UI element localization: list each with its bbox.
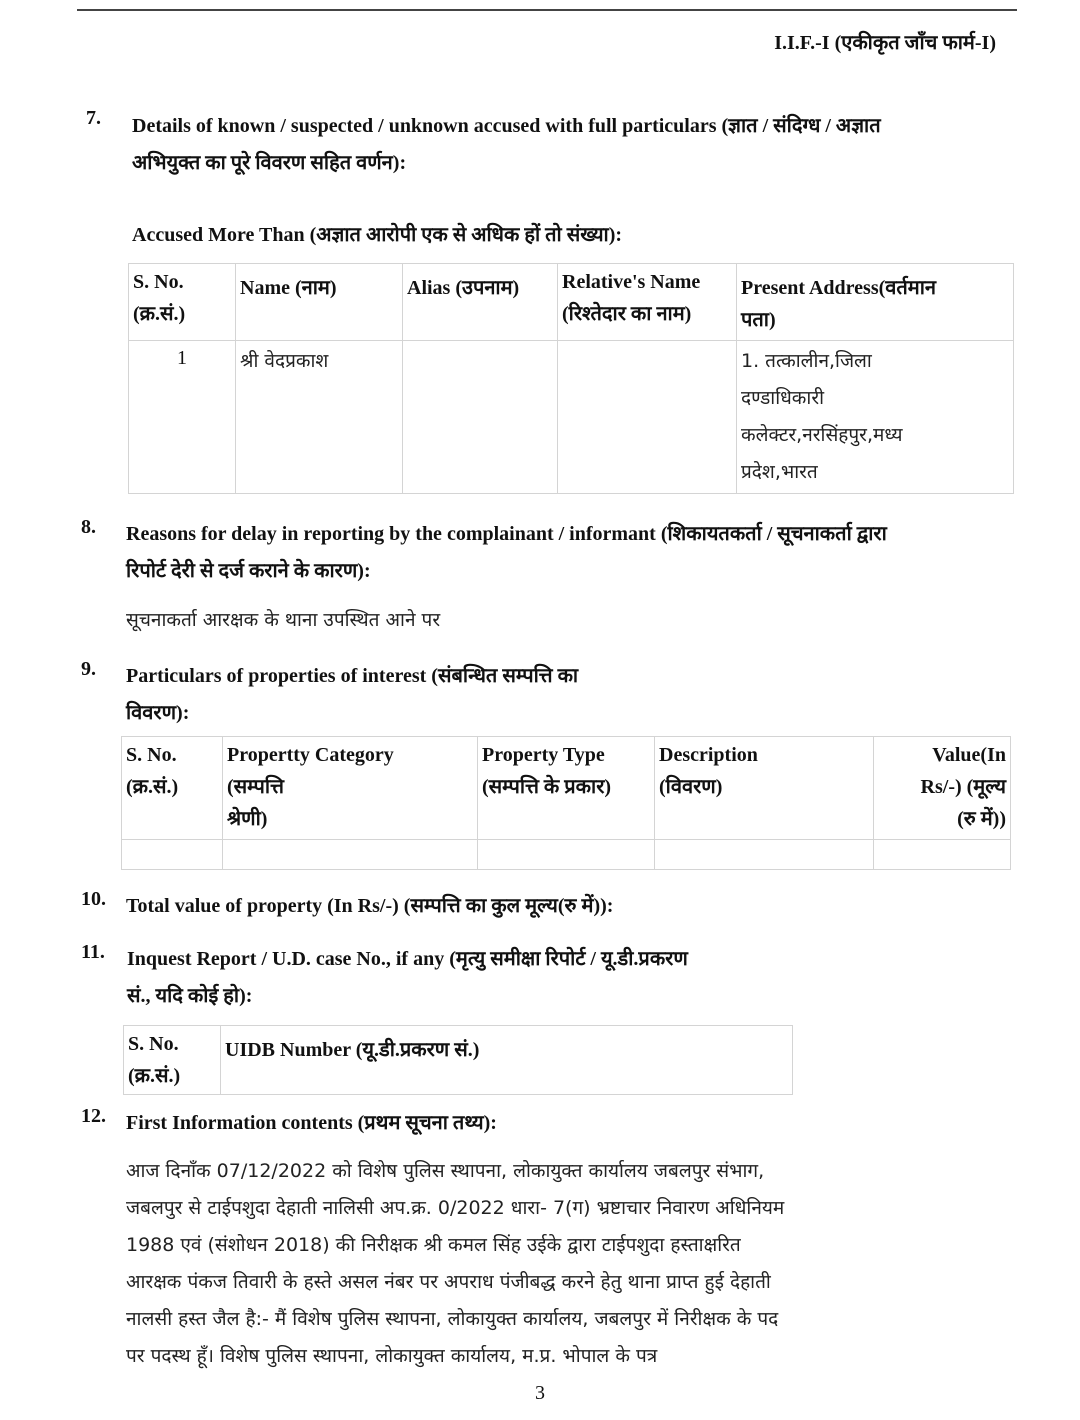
col-sno bbox=[129, 264, 236, 341]
col-type-l2: (सम्पत्ति के प्रकार) bbox=[482, 776, 612, 798]
col-value-l3: (रु में)) bbox=[957, 808, 1006, 830]
section-8-heading bbox=[126, 516, 887, 590]
section-7-number: 7. bbox=[86, 107, 101, 129]
section-12-heading: First Information contents (प्रथम सूचना तथ्य): bbox=[126, 1112, 497, 1134]
fir-line: आज दिनाँक 07/12/2022 को विशेष पुलिस स्थापना, लोकायुक्त कार्यालय जबलपुर संभाग, bbox=[126, 1160, 765, 1182]
col-description-l1: Description bbox=[659, 744, 758, 766]
section-10-number: 10. bbox=[81, 888, 106, 910]
fir-line: आरक्षक पंकज तिवारी के हस्ते असल नंबर पर अपराध पंजीबद्ध करने हेतु थाना प्राप्त हुई देहाती bbox=[126, 1271, 771, 1293]
accused-address bbox=[737, 341, 1014, 494]
accused-relative bbox=[558, 341, 737, 494]
fir-line: नालसी हस्त जैल है:- मैं विशेष पुलिस स्थापना, लोकायुक्त कार्यालय, जबलपुर में निरीक्षक के पद bbox=[126, 1308, 779, 1330]
table-row bbox=[129, 341, 1014, 494]
accused-address-l2: दण्डाधिकारी bbox=[741, 387, 825, 409]
col-sno-en: S. No. bbox=[128, 1033, 179, 1055]
page-number: 3 bbox=[535, 1382, 545, 1404]
col-relative-en: Relative's Name bbox=[562, 271, 701, 293]
col-value-l1: Value(In bbox=[932, 744, 1006, 766]
col-description-l2: (विवरण) bbox=[659, 776, 723, 798]
section-8-heading-line1: Reasons for delay in reporting by the complainant / informant (शिकायतकर्ता / सूचनाकर्ता द्वारा bbox=[126, 523, 887, 545]
section-7-heading bbox=[132, 108, 881, 182]
form-identifier: I.I.F.-I (एकीकृत जाँच फार्म-I) bbox=[774, 32, 996, 54]
col-category-l3: श्रेणी) bbox=[227, 808, 268, 830]
col-relative-name bbox=[558, 264, 737, 341]
col-category-l1: Propertty Category bbox=[227, 744, 394, 766]
property-table bbox=[121, 736, 1011, 870]
col-property-type bbox=[478, 737, 655, 840]
col-value-l2: Rs/-) (मूल्य bbox=[920, 776, 1006, 798]
property-cell-empty bbox=[478, 840, 655, 870]
col-sno-hi: (क्र.सं.) bbox=[128, 1065, 181, 1087]
property-table-header bbox=[122, 737, 1011, 840]
fir-line: 1988 एवं (संशोधन 2018) की निरीक्षक श्री कमल सिंह उईके द्वारा टाईपशुदा हस्ताक्षरित bbox=[126, 1234, 741, 1256]
section-11-heading-line2: सं., यदि कोई हो): bbox=[127, 985, 253, 1007]
property-cell-empty bbox=[122, 840, 223, 870]
delay-reason-text: सूचनाकर्ता आरक्षक के थाना उपस्थित आने पर bbox=[126, 609, 441, 631]
col-name: Name (नाम) bbox=[236, 264, 403, 341]
col-uidb-number: UIDB Number (यू.डी.प्रकरण सं.) bbox=[221, 1026, 793, 1095]
col-sno-en: S. No. bbox=[126, 744, 177, 766]
top-rule bbox=[77, 9, 1017, 11]
col-sno-hi: (क्र.सं.) bbox=[126, 776, 179, 798]
accused-more-than-label: Accused More Than (अज्ञात आरोपी एक से अधिक हों तो संख्या): bbox=[132, 224, 623, 246]
col-address-l1: Present Address(वर्तमान bbox=[741, 277, 937, 299]
col-description bbox=[655, 737, 874, 840]
section-9-heading bbox=[126, 658, 578, 732]
section-9-number: 9. bbox=[81, 658, 96, 680]
section-11-heading bbox=[127, 941, 688, 1015]
section-10-heading: Total value of property (In Rs/-) (सम्पत्ति का कुल मूल्य(रु में)): bbox=[126, 895, 614, 917]
accused-table bbox=[128, 263, 1014, 494]
fir-line: जबलपुर से टाईपशुदा देहाती नालिसी अप.क्र. 0/2022 धारा- 7(ग) भ्रष्टाचार निवारण अधिनियम bbox=[126, 1197, 785, 1219]
col-sno-en: S. No. bbox=[133, 271, 184, 293]
col-type-l1: Property Type bbox=[482, 744, 605, 766]
accused-address-l3: कलेक्टर,नरसिंहपुर,मध्य bbox=[741, 424, 903, 446]
col-address-l2: पता) bbox=[741, 309, 776, 331]
section-9-heading-line2: विवरण): bbox=[126, 702, 190, 724]
first-information-body bbox=[126, 1153, 996, 1375]
col-property-category bbox=[223, 737, 478, 840]
accused-table-header bbox=[129, 264, 1014, 341]
section-7-heading-line1: Details of known / suspected / unknown accused with full particulars (ज्ञात / संदिग्ध / अज्ञात bbox=[132, 115, 881, 137]
col-sno-hi: (क्र.सं.) bbox=[133, 303, 186, 325]
section-12-number: 12. bbox=[81, 1105, 106, 1127]
fir-line: पर पदस्थ हूँ। विशेष पुलिस स्थापना, लोकायुक्त कार्यालय, म.प्र. भोपाल के पत्र bbox=[126, 1345, 658, 1367]
col-value bbox=[874, 737, 1011, 840]
accused-name: श्री वेदप्रकाश bbox=[236, 341, 403, 494]
uidb-table-header bbox=[124, 1026, 793, 1095]
col-sno bbox=[122, 737, 223, 840]
section-9-heading-line1: Particulars of properties of interest (संबन्धित सम्पत्ति का bbox=[126, 665, 579, 687]
property-cell-empty bbox=[874, 840, 1011, 870]
property-cell-empty bbox=[223, 840, 478, 870]
section-11-heading-line1: Inquest Report / U.D. case No., if any (मृत्यु समीक्षा रिपोर्ट / यू.डी.प्रकरण bbox=[127, 948, 688, 970]
section-8-heading-line2: रिपोर्ट देरी से दर्ज कराने के कारण): bbox=[126, 560, 371, 582]
section-8-number: 8. bbox=[81, 516, 96, 538]
section-7-heading-line2: अभियुक्त का पूरे विवरण सहित वर्णन): bbox=[132, 152, 407, 174]
accused-address-l4: प्रदेश,भारत bbox=[741, 461, 818, 483]
col-alias: Alias (उपनाम) bbox=[403, 264, 558, 341]
accused-alias bbox=[403, 341, 558, 494]
accused-address-l1: 1. तत्कालीन,जिला bbox=[741, 350, 872, 372]
col-present-address bbox=[737, 264, 1014, 341]
col-relative-hi: (रिश्तेदार का नाम) bbox=[562, 303, 692, 325]
accused-sno: 1 bbox=[129, 341, 236, 494]
property-cell-empty bbox=[655, 840, 874, 870]
uidb-table bbox=[123, 1025, 793, 1095]
col-sno bbox=[124, 1026, 221, 1095]
table-row bbox=[122, 840, 1011, 870]
section-11-number: 11. bbox=[81, 941, 105, 963]
col-category-l2: (सम्पत्ति bbox=[227, 776, 284, 798]
